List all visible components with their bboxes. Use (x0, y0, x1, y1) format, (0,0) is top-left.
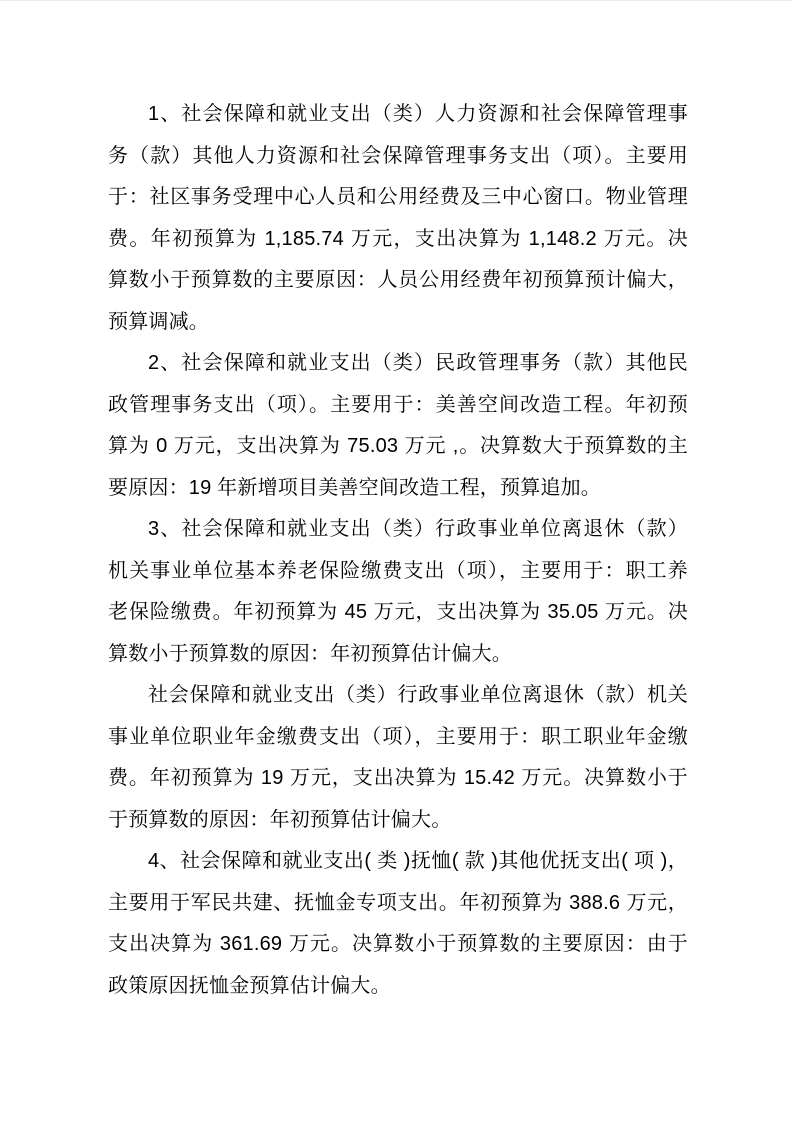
document-page (0, 1, 793, 1007)
paragraph-2 (108, 343, 688, 509)
text-line: 政策原因抚恤金预算估计偏大。 (108, 974, 391, 997)
text-line: 政管理事务支出（项）。主要用于：美善空间改造工程。年初预 (108, 393, 688, 416)
text-line: 算数小于预算数的原因：年初预算估计偏大。 (108, 642, 512, 665)
paragraph-1 (108, 94, 688, 343)
paragraph-5 (108, 841, 688, 1007)
text-line: 算数小于预算数的主要原因：人员公用经费年初预算预计偏大， (108, 269, 688, 291)
text-line: 费。年初预算为 1,185.74 万元，支出决算为 1,148.2 万元。决 (108, 227, 688, 250)
text-line: 预算调减。 (108, 310, 209, 333)
text-line: 费。年初预算为 19 万元，支出决算为 15.42 万元。决算数小于 (108, 767, 688, 789)
text-line: 事业单位职业年金缴费支出（项），主要用于：职工职业年金缴 (108, 725, 688, 748)
text-line: 1、社会保障和就业支出（类）人力资源和社会保障管理事 (148, 103, 688, 125)
paragraph-4 (108, 675, 688, 841)
text-line: 主要用于军民共建、抚恤金专项支出。年初预算为 388.6 万元， (108, 891, 688, 914)
text-line: 算为 0 万元，支出决算为 75.03 万元 ,。决算数大于预算数的主 (108, 435, 688, 457)
text-line: 社会保障和就业支出（类）行政事业单位离退休（款）机关 (148, 684, 688, 706)
text-line: 3、社会保障和就业支出（类）行政事业单位离退休（款） (148, 518, 688, 540)
paragraph-3 (108, 509, 688, 675)
text-line: 4、社会保障和就业支出( 类 )抚恤( 款 )其他优抚支出( 项 )， (148, 850, 688, 872)
text-line: 于：社区事务受理中心人员和公用经费及三中心窗口。物业管理 (108, 186, 688, 208)
text-line: 支出决算为 361.69 万元。决算数小于预算数的主要原因：由于 (108, 933, 688, 955)
text-line: 于预算数的原因：年初预算估计偏大。 (108, 808, 452, 831)
text-line: 务（款）其他人力资源和社会保障管理事务支出（项）。主要用 (108, 144, 688, 167)
text-line: 2、社会保障和就业支出（类）民政管理事务（款）其他民 (148, 352, 688, 374)
text-line: 老保险缴费。年初预算为 45 万元，支出决算为 35.05 万元。决 (108, 601, 688, 623)
text-line: 要原因：19 年新增项目美善空间改造工程，预算追加。 (108, 476, 602, 499)
text-line: 机关事业单位基本养老保险缴费支出（项），主要用于：职工养 (108, 559, 688, 582)
